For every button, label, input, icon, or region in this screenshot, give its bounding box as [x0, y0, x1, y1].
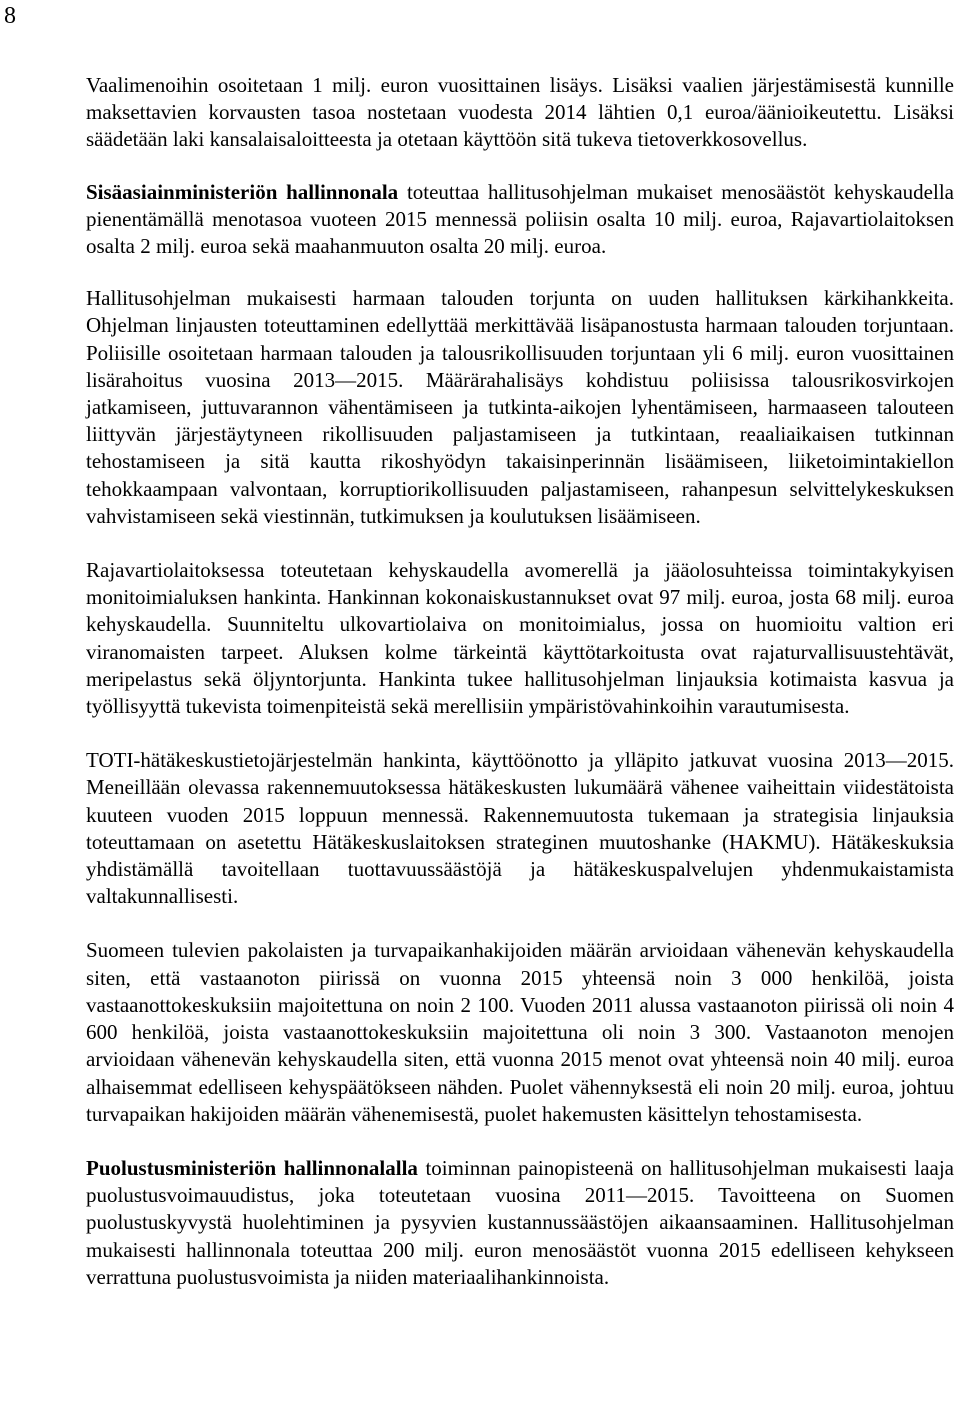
paragraph-border-guard: [86, 557, 954, 720]
document-body: [86, 72, 954, 1316]
paragraph-text: TOTI-hätäkeskustietojärjestelmän hankinta, käyttöönotto ja ylläpito jatkuvat vuosina 2013—2015. Meneillään olevassa rakennemuutoksessa hätäkeskusten lukumäärä vähenee vaiheittain viidestätoista kuuteen vuoden 2015 loppuun mennessä. Rakennemuutosta tukemaan ja strategisia linjauksia toteuttamaan on asetettu Hätäkeskuslaitoksen strateginen muutoshanke (HAKMU). Hätäkeskuksia yhdistämällä tavoitellaan tuottavuussäästöjä ja hätäkeskuspalvelujen yhdenmukaistamista valtakunnallisesti.: [86, 748, 954, 909]
paragraph-grey-economy: [86, 285, 954, 530]
paragraph-text: toiminnan painopisteenä on hallitusohjelman mukaisesti laaja puolustusvoimauudistus, joka toteutetaan vuosina 2011—2015. Tavoitteena on Suomen puolustuskyvystä huolehtiminen ja pysyvien kustannussäästöjen aikaansaaminen. Hallitusohjelman mukaisesti hallinnonala toteuttaa 200 milj. euron menosäästöt vuonna 2015 edelliseen kehykseen verrattuna puolustusvoimista ja niiden materiaalihankinnoista.: [86, 1155, 954, 1289]
paragraph-text: Hallitusohjelman mukaisesti harmaan talouden torjunta on uuden hallituksen kärkihankkeita. Ohjelman linjausten toteuttaminen edellyttää merkittävää lisäpanostusta harmaan talouden torjuntaan. Poliisille osoitetaan harmaan talouden ja talousrikollisuuden torjuntaan yli 6 milj. euron vuosittainen lisärahoitus vuosina 2013—2015. Määrärahalisäys kohdistuu poliisissa talousrikosvirkojen jatkamiseen, juttuvarannon vähentämiseen ja tutkinta-aikojen lyhentämiseen, harmaaseen talouteen liittyvän järjestäytyneen rikollisuuden paljastamiseen ja tutkintaan, reaaliaikaisen tutkinnan tehostamiseen ja sitä kautta rikoshyödyn takaisinperinnän lisäämiseen, liiketoimintakiellon tehokkaampaan valvontaan, korruptiorikollisuuden paljastamiseen, rahanpesun selvittelykeskuksen vahvistamiseen sekä viestinnän, tutkimuksen ja koulutuksen lisäämiseen.: [86, 286, 954, 528]
page-number: 8: [4, 3, 16, 29]
paragraph-text: Suomeen tulevien pakolaisten ja turvapaikanhakijoiden määrän arvioidaan vähenevän kehyskaudella siten, että vastaanoton piirissä on vuonna 2015 yhteensä noin 3 000 henkilöä, joista vastaanottokeskuksiin majoitettuna on noin 2 100. Vuoden 2011 alussa vastaanoton piirissä oli noin 4 600 henkilöä, joista vastaanottokeskuksiin majoitettuna oli noin 3 300. Vastaanoton menojen arvioidaan vähenevän kehyskaudella siten, että vuonna 2015 menot ovat yhteensä noin 40 milj. euroa alhaisemmat edelliseen kehyspäätökseen nähden. Puolet vähennyksestä eli noin 20 milj. euroa, johtuu turvapaikan hakijoiden määrän vähenemisestä, puolet hakemusten käsittelyn tehostamisesta.: [86, 938, 954, 1126]
paragraph-interior-ministry: [86, 179, 954, 261]
paragraph-lead-heading: Sisäasiainministeriön hallinnonala: [86, 179, 399, 204]
paragraph-election-costs: [86, 72, 954, 154]
paragraph-text: toteuttaa hallitusohjelman mukaiset menosäästöt kehyskaudella pienentämällä menotasoa vuoteen 2015 mennessä poliisin osalta 10 milj. euroa, Rajavartiolaitoksen osalta 2 milj. euroa sekä maahanmuuton osalta 20 milj. euroa.: [86, 179, 954, 259]
paragraph-text: Vaalimenoihin osoitetaan 1 milj. euron vuosittainen lisäys. Lisäksi vaalien järjestämisestä kunnille maksettavien korvausten tasoa nostetaan vuodesta 2014 lähtien 0,1 euroa/äänioikeutettu. Lisäksi säädetään laki kansalaisaloitteesta ja otetaan käyttöön sitä tukeva tietoverkkosovellus.: [86, 73, 954, 152]
paragraph-emergency-centres: [86, 747, 954, 910]
paragraph-lead-heading: Puolustusministeriön hallinnonalalla: [86, 1155, 418, 1180]
paragraph-refugees: [86, 937, 954, 1127]
paragraph-text: Rajavartiolaitoksessa toteutetaan kehyskaudella avomerellä ja jääolosuhteissa toimintakykyisen monitoimialuksen hankinta. Hankinnan kokonaiskustannukset ovat 97 milj. euroa, josta 68 milj. euroa kehyskaudella. Suunniteltu ulkovartiolaiva on monitoimialus, jossa on huomioitu valtion eri viranomaisten tarpeet. Aluksen kolme tärkeintä käyttötarkoitusta ovat rajaturvallisuustehtävät, meripelastus sekä öljyntorjunta. Hankinta tukee hallitusohjelman linjauksia kotimaista kasvua ja työllisyyttä tukevista toimenpiteistä sekä merellisiin ympäristövahinkoihin varautumisesta.: [86, 558, 954, 719]
paragraph-defence-ministry: [86, 1155, 954, 1291]
